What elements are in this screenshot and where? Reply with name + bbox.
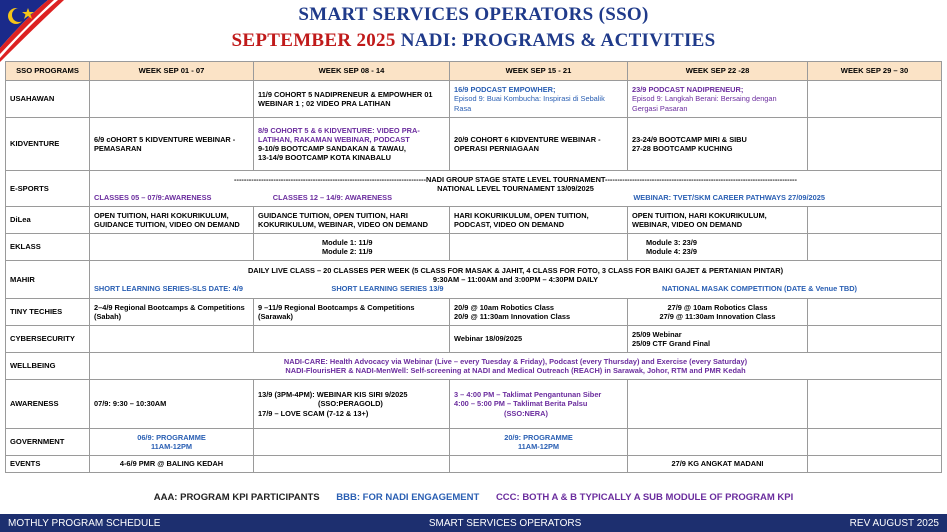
table-cell: HARI KOKURIKULUM, OPEN TUITION, PODCAST, VIDEO ON DEMAND (450, 207, 628, 234)
table-cell (808, 429, 942, 456)
table-cell: Webinar 18/09/2025 (450, 326, 628, 353)
cell-line: 27-28 BOOTCAMP KUCHING (632, 144, 733, 153)
column-header: WEEK SEP 22 -28 (628, 62, 808, 81)
cell-line: 13-14/9 BOOTCAMP KOTA KINABALU (258, 153, 391, 163)
table-cell (254, 118, 450, 171)
schedule-table (5, 61, 942, 473)
table-cell (808, 456, 942, 473)
table-cell (628, 326, 808, 353)
table-row (6, 429, 942, 456)
cell-sub: Episod 9: Langkah Berani: Bersaing dengan Gergasi Pasaran (632, 94, 777, 113)
table-cell (450, 299, 628, 326)
table-cell (808, 299, 942, 326)
cell-subrow (94, 193, 937, 202)
cell-line: 25/09 Webinar (632, 329, 682, 339)
table-cell (808, 380, 942, 429)
footer-left: MOTHLY PROGRAM SCHEDULE (8, 517, 161, 529)
table-cell: 9 –11/9 Regional Bootcamps & Competitions (Sarawak) (254, 299, 450, 326)
table-header-row (6, 62, 942, 81)
cell-line: 11AM-12PM (517, 442, 560, 451)
cell-line: 20/9 @ 10am Robotics Class (454, 302, 555, 312)
table-cell (450, 234, 628, 261)
cell-subrow (94, 284, 937, 293)
table-cell (808, 81, 942, 118)
table-cell: 20/9 COHORT 6 KIDVENTURE WEBINAR - OPERASI PERNIAGAAN (450, 118, 628, 171)
footer-right: REV AUGUST 2025 (849, 517, 939, 529)
cell-line: 13/9 (3PM-4PM): WEBINAR KIS SIRI 9/2025 (258, 390, 408, 400)
row-label: DiLea (6, 207, 90, 234)
cell-line: 27/9 @ 10am Robotics Class (667, 302, 768, 312)
page-subtitle (0, 30, 947, 52)
cell-line: 17/9 – LOVE SCAM (7-12 & 13+) (258, 408, 369, 418)
cell-line: Module 2: 11/9 (322, 247, 373, 256)
table-row (6, 234, 942, 261)
table-cell (808, 118, 942, 171)
cell-line: (SSO:PERAGOLD) (318, 399, 383, 409)
table-cell (628, 429, 808, 456)
column-header: WEEK SEP 29 – 30 (808, 62, 942, 81)
page-title: SMART SERVICES OPERATORS (SSO) (298, 4, 649, 25)
row-label: GOVERNMENT (6, 429, 90, 456)
table-cell (90, 429, 254, 456)
cell-line: 9-10/9 BOOTCAMP SANDAKAN & TAWAU, (258, 144, 406, 153)
table-cell (628, 118, 808, 171)
table-cell (450, 429, 628, 456)
table-cell: 6/9 cOHORT 5 KIDVENTURE WEBINAR - PEMASARAN (90, 118, 254, 171)
table-cell (628, 81, 808, 118)
row-label: EKLASS (6, 234, 90, 261)
row-label: EVENTS (6, 456, 90, 473)
cell-line: Module 1: 11/9 (322, 237, 373, 247)
footer-bar (0, 514, 947, 532)
table-row (6, 299, 942, 326)
table-cell-span (90, 261, 942, 299)
table-row (6, 353, 942, 380)
cell-item: NATIONAL MASAK COMPETITION (DATE & Venue TBD) (661, 284, 857, 294)
legend (0, 492, 947, 503)
cell-line: 06/9: PROGRAMME (137, 432, 206, 442)
table-cell (450, 380, 628, 429)
subtitle-text: NADI: PROGRAMS & ACTIVITIES (395, 30, 716, 51)
row-label: MAHIR (6, 261, 90, 299)
legend-ccc: CCC: BOTH A & B TYPICALLY A SUB MODULE OF PROGRAM KPI (495, 492, 794, 503)
table-cell (90, 326, 254, 353)
column-header: WEEK SEP 01 - 07 (90, 62, 254, 81)
table-cell (254, 234, 450, 261)
cell-title: 8/9 COHORT 5 & 6 KIDVENTURE: VIDEO PRA-LATIHAN, RAKAMAN WEBINAR, PODCAST (258, 125, 420, 144)
table-cell: 2–4/9 Regional Bootcamps & Competitions (Sabah) (90, 299, 254, 326)
table-row (6, 326, 942, 353)
row-label: AWARENESS (6, 380, 90, 429)
column-header: WEEK SEP 15 - 21 (450, 62, 628, 81)
cell-line: 9:30AM – 11:00AM and 3:00PM – 4:30PM DAILY (432, 274, 599, 284)
cell-line: NATIONAL LEVEL TOURNAMENT 13/09/2025 (437, 183, 594, 193)
cell-line: 3 – 4:00 PM – Taklimat Pengantunan Siber (454, 390, 602, 400)
cell-line: Module 3: 23/9 (646, 237, 697, 247)
table-cell: 07/9: 9:30 – 10:30AM (90, 380, 254, 429)
table-cell (450, 456, 628, 473)
table-cell (254, 429, 450, 456)
row-label: USAHAWAN (6, 81, 90, 118)
cell-line: 11AM-12PM (150, 442, 193, 451)
cell-title: 16/9 PODCAST EMPOWHER; (454, 85, 556, 95)
table-cell: 4-6/9 PMR @ BALING KEDAH (90, 456, 254, 473)
table-cell (628, 299, 808, 326)
table-cell (628, 234, 808, 261)
table-row (6, 207, 942, 234)
table-cell: GUIDANCE TUITION, OPEN TUITION, HARI KOKURIKULUM, WEBINAR, VIDEO ON DEMAND (254, 207, 450, 234)
legend-aaa: AAA: PROGRAM KPI PARTICIPANTS (153, 492, 320, 503)
subtitle-month: SEPTEMBER 2025 (231, 30, 396, 51)
cell-line: 20/9 @ 11:30am Innovation Class (454, 312, 571, 321)
cell-line: NADI-FlourisHER & NADI-MenWell: Self-screening at NADI and Medical Outreach (REACH) in Sarawak, Johor, RTM and PMR Kedah (285, 366, 746, 375)
table-cell (450, 81, 628, 118)
table-row (6, 81, 942, 118)
cell-item: SHORT LEARNING SERIES-SLS DATE: 4/9 (94, 284, 243, 294)
legend-bbb: BBB: FOR NADI ENGAGEMENT (336, 492, 480, 503)
cell-line: NADI-CARE: Health Advocacy via Webinar (Live – every Tuesday & Friday), Podcast (every Thursday) and Exercise (every Saturday) (283, 356, 748, 366)
cell-item: CLASSES 05 – 07/9:AWARENESS (94, 193, 212, 203)
table-cell (90, 81, 254, 118)
table-cell: 11/9 COHORT 5 NADIPRENEUR & EMPOWHER 01 WEBINAR 1 ; 02 VIDEO PRA LATIHAN (254, 81, 450, 118)
table-cell (808, 207, 942, 234)
table-cell (808, 326, 942, 353)
cell-line: (SSO:NERA) (504, 408, 548, 418)
table-cell (254, 326, 450, 353)
cell-item: SHORT LEARNING SERIES 13/9 (331, 284, 444, 294)
cell-line: 27/9 @ 11:30am Innovation Class (659, 312, 776, 321)
table-row (6, 261, 942, 299)
cell-line: 20/9: PROGRAMME (504, 432, 573, 442)
column-header: WEEK SEP 08 - 14 (254, 62, 450, 81)
row-label: E-SPORTS (6, 171, 90, 207)
cell-line: DAILY LIVE CLASS – 20 CLASSES PER WEEK (5 CLASS FOR MASAK & JAHIT, 4 CLASS FOR FOTO, 3 CLASS FOR BAIKI GAJET & PERTANIAN PINTAR) (247, 265, 784, 275)
row-label: TINY TECHIES (6, 299, 90, 326)
table-cell (254, 380, 450, 429)
table-row (6, 118, 942, 171)
table-cell: OPEN TUITION, HARI KOKURIKULUM, WEBINAR, VIDEO ON DEMAND (628, 207, 808, 234)
table-cell-span (90, 353, 942, 380)
column-header: SSO PROGRAMS (6, 62, 90, 81)
cell-line: ------------------------------------------------------------------------------NADI GROUP STAGE STATE LEVEL TOURNAMENT------------------------------------------------------------------------------ (234, 174, 797, 184)
table-row (6, 380, 942, 429)
cell-line: Module 4: 23/9 (646, 247, 697, 256)
row-label: CYBERSECURITY (6, 326, 90, 353)
table-row (6, 171, 942, 207)
table-row (6, 456, 942, 473)
cell-line: 4:00 – 5:00 PM – Taklimat Berita Palsu (454, 399, 588, 409)
table-cell (90, 234, 254, 261)
table-cell (628, 380, 808, 429)
table-cell-span (90, 171, 942, 207)
row-label: KIDVENTURE (6, 118, 90, 171)
cell-line: 25/09 CTF Grand Final (632, 339, 711, 348)
cell-title: 23/9 PODCAST NADIPRENEUR; (632, 85, 744, 95)
table-cell: OPEN TUITION, HARI KOKURIKULUM, GUIDANCE TUITION, VIDEO ON DEMAND (90, 207, 254, 234)
row-label: WELLBEING (6, 353, 90, 380)
cell-line: 23-24/9 BOOTCAMP MIRI & SIBU (632, 134, 747, 144)
table-cell: 27/9 KG ANGKAT MADANI (628, 456, 808, 473)
table-cell (254, 456, 450, 473)
cell-sub: Episod 9: Buai Kombucha: Inspirasi di Sebalik Rasa (454, 94, 605, 113)
footer-center: SMART SERVICES OPERATORS (428, 517, 582, 529)
table-cell (808, 234, 942, 261)
cell-item: WEBINAR: TVET/SKM CAREER PATHWAYS 27/09/2025 (633, 193, 825, 203)
cell-item: CLASSES 12 – 14/9: AWARENESS (272, 193, 393, 203)
